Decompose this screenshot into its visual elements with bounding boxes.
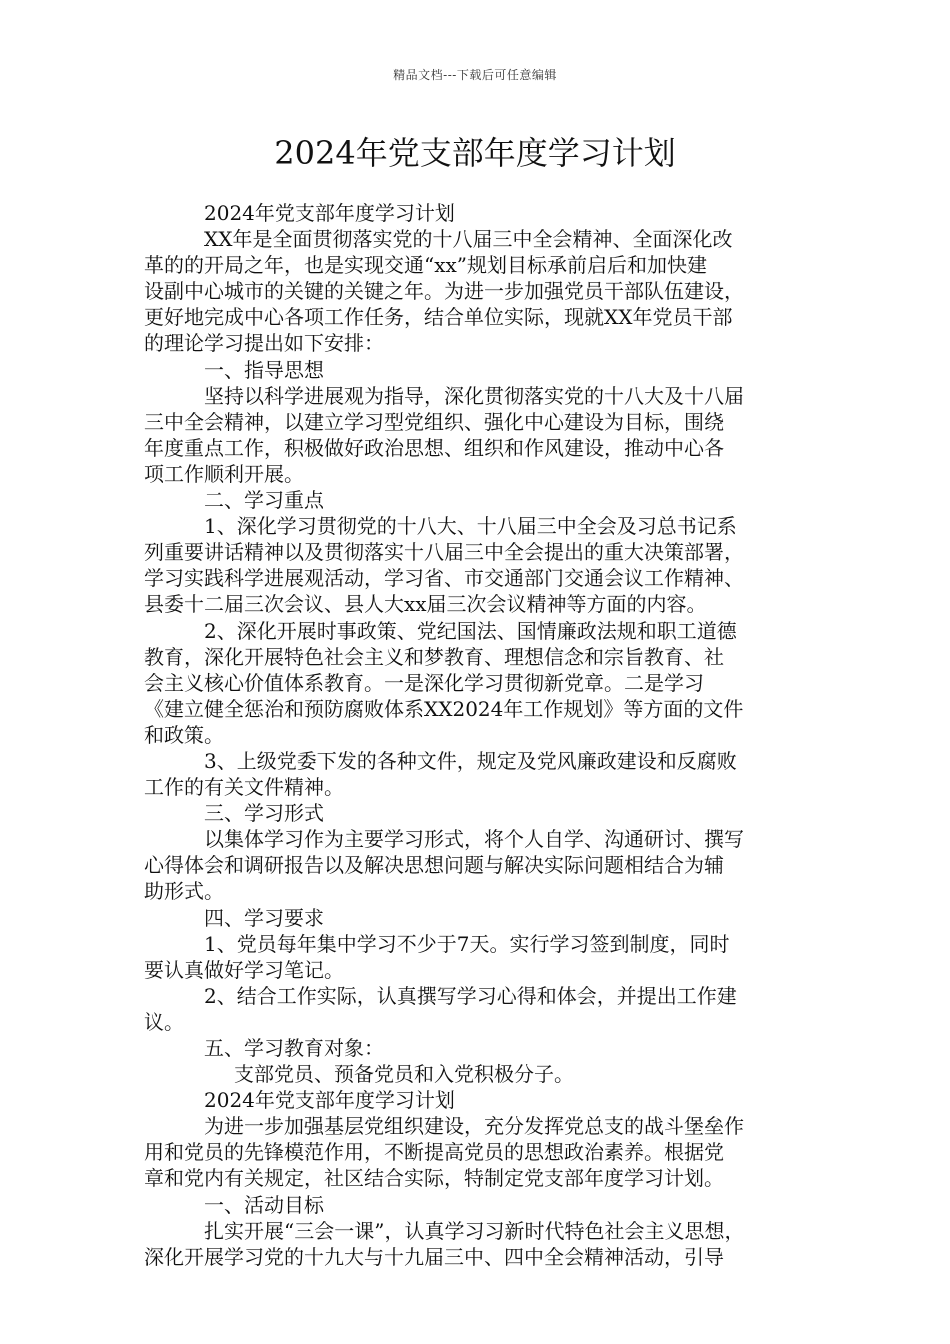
body-line: 会主义核心价值体系教育。一是深化学习贯彻新党章。二是学习	[144, 670, 704, 695]
body-line: 心得体会和调研报告以及解决思想问题与解决实际问题相结合为辅	[144, 853, 724, 878]
body-line: 四、学习要求	[204, 905, 324, 930]
body-line: 以集体学习作为主要学习形式，将个人自学、沟通研讨、撰写	[204, 827, 744, 852]
body-line: 1、深化学习贯彻党的十八大、十八届三中全会及习总书记系	[204, 514, 737, 539]
body-line: 年度重点工作，积极做好政治思想、组织和作风建设，推动中心各	[144, 435, 724, 460]
body-line: 坚持以科学进展观为指导，深化贯彻落实党的十八大及十八届	[204, 383, 744, 408]
body-line: 2、深化开展时事政策、党纪国法、国情廉政法规和职工道德	[204, 618, 737, 643]
body-line: 学习实践科学进展观活动，学习省、市交通部门交通会议工作精神、	[144, 566, 744, 591]
body-line: 3、上级党委下发的各种文件，规定及党风廉政建设和反腐败	[204, 748, 737, 773]
body-line: 一、活动目标	[204, 1192, 324, 1217]
body-line: 设副中心城市的关键的关键之年。为进一步加强党员干部队伍建设，	[144, 279, 744, 304]
body-line: 三、学习形式	[204, 801, 324, 826]
body-line: 二、学习重点	[204, 488, 324, 513]
body-line: 2、结合工作实际，认真撰写学习心得和体会，并提出工作建	[204, 983, 737, 1008]
body-line: 深化开展学习党的十九大与十九届三中、四中全会精神活动，引导	[144, 1244, 724, 1269]
body-line: 列重要讲话精神以及贯彻落实十八届三中全会提出的重大决策部署，	[144, 540, 744, 565]
body-line: 助形式。	[144, 879, 224, 904]
document-body	[144, 200, 810, 1270]
body-line: 革的的开局之年，也是实现交通“xx”规划目标承前启后和加快建	[144, 253, 708, 278]
body-line: 扎实开展“三会一课”，认真学习习新时代特色社会主义思想，	[204, 1218, 745, 1243]
body-line: 要认真做好学习笔记。	[144, 957, 344, 982]
body-line: 《建立健全惩治和预防腐败体系XX2024年工作规划》等方面的文件	[144, 696, 744, 721]
body-line: 五、学习教育对象：	[204, 1036, 384, 1060]
body-line: 支部党员、预备党员和入党积极分子。	[234, 1062, 574, 1087]
body-line: 一、指导思想	[204, 357, 324, 382]
body-line: 工作的有关文件精神。	[144, 775, 344, 800]
body-line: 议。	[144, 1009, 184, 1034]
body-line: 为进一步加强基层党组织建设，充分发挥党总支的战斗堡垒作	[204, 1114, 744, 1139]
body-line: 1、党员每年集中学习不少于7天。实行学习签到制度，同时	[204, 931, 730, 956]
body-line: 2024年党支部年度学习计划	[204, 1088, 455, 1113]
body-line: 章和党内有关规定，社区结合实际，特制定党支部年度学习计划。	[144, 1166, 724, 1191]
body-line: 县委十二届三次会议、县人大xx届三次会议精神等方面的内容。	[144, 592, 707, 617]
body-line: 的理论学习提出如下安排：	[144, 331, 384, 356]
body-line: 2024年党支部年度学习计划	[204, 201, 455, 225]
body-line: 教育，深化开展特色社会主义和梦教育、理想信念和宗旨教育、社	[144, 644, 724, 669]
body-line: XX年是全面贯彻落实党的十八届三中全会精神、全面深化改	[204, 227, 733, 252]
body-line: 项工作顺利开展。	[144, 461, 304, 486]
page-header-note: 精品文档---下载后可任意编辑	[393, 68, 557, 82]
body-line: 和政策。	[144, 722, 224, 747]
document-title: 2024年党支部年度学习计划	[274, 134, 676, 172]
body-line: 三中全会精神，以建立学习型党组织、强化中心建设为目标，围绕	[144, 409, 724, 434]
body-line: 用和党员的先锋模范作用，不断提高党员的思想政治素养。根据党	[144, 1140, 724, 1165]
body-line: 更好地完成中心各项工作任务，结合单位实际，现就XX年党员干部	[144, 305, 733, 330]
